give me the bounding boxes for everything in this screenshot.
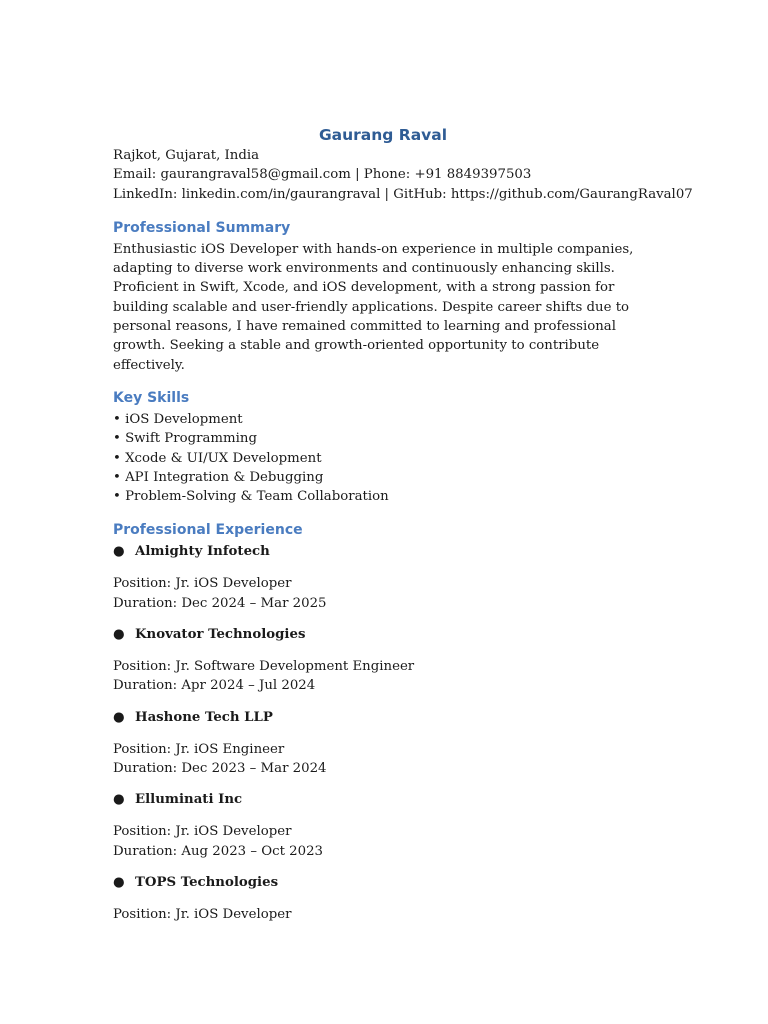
skills-list [113, 410, 653, 506]
job-duration: Duration: Aug 2023 – Oct 2023 [113, 843, 323, 859]
job-company [113, 790, 653, 810]
bullet-icon: ● [113, 792, 125, 808]
bullet-icon: ● [113, 544, 125, 560]
bullet-icon: ● [113, 709, 125, 725]
job-company [113, 873, 653, 893]
job-entry [113, 625, 653, 696]
job-entry [113, 708, 653, 779]
job-company [113, 708, 653, 728]
job-duration: Duration: Dec 2023 – Mar 2024 [113, 760, 327, 776]
job-company [113, 542, 653, 562]
experience-heading: Professional Experience [113, 522, 303, 539]
summary-heading: Professional Summary [113, 219, 291, 236]
job-entry [113, 542, 653, 613]
job-position: Position: Jr. iOS Engineer [113, 741, 285, 757]
skills-heading: Key Skills [113, 389, 190, 406]
location: Rajkot, Gujarat, India [113, 148, 260, 163]
contact-line: Email: gaurangraval58@gmail.com | Phone: +91 8849397503 [113, 167, 532, 183]
company-name: Hashone Tech LLP [135, 709, 273, 725]
job-duration: Duration: Apr 2024 – Jul 2024 [113, 678, 316, 694]
bullet-icon: ● [113, 627, 125, 643]
job-position: Position: Jr. Software Development Engineer [113, 659, 415, 675]
links-line: LinkedIn: linkedin.com/in/gaurangraval | GitHub: https://github.com/GaurangRaval07 [113, 186, 693, 202]
summary-text: Enthusiastic iOS Developer with hands-on experience in multiple companies, adapting to diverse work environments and continuously enhancing skills. Proficient in Swift, Xcode, and iOS development, with a strong passion for building scalable and user-friendly applications. Despite career shifts due to personal reasons, I have remained committed to learning and professional growth. Seeking a stable and growth-oriented opportunity to contribute effectively. [113, 241, 634, 373]
company-name: Elluminati Inc [135, 792, 243, 808]
skill-item: • iOS Development [113, 411, 243, 427]
job-position: Position: Jr. iOS Developer [113, 576, 292, 592]
job-position: Position: Jr. iOS Developer [113, 824, 292, 840]
company-name: TOPS Technologies [135, 874, 279, 890]
skill-item: • API Integration & Debugging [113, 469, 324, 485]
company-name: Knovator Technologies [135, 627, 306, 643]
job-entry [113, 790, 653, 861]
company-name: Almighty Infotech [135, 544, 270, 560]
skill-item: • Problem-Solving & Team Collaboration [113, 489, 389, 505]
skill-item: • Swift Programming [113, 431, 257, 447]
job-duration: Duration: Dec 2024 – Mar 2025 [113, 595, 327, 611]
bullet-icon: ● [113, 874, 125, 890]
job-company [113, 625, 653, 645]
job-entry [113, 873, 653, 924]
resume-name: Gaurang Raval [318, 126, 448, 144]
job-position: Position: Jr. iOS Developer [113, 906, 292, 922]
skill-item: • Xcode & UI/UX Development [113, 450, 322, 466]
resume-page [113, 124, 693, 924]
